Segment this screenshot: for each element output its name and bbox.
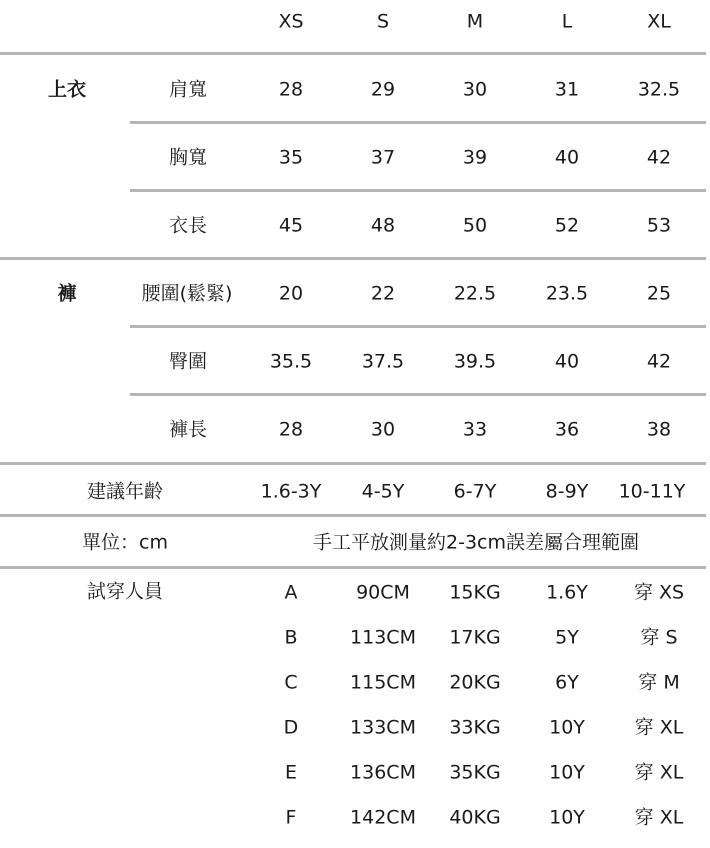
model-age: 10Y [549, 806, 585, 829]
model-height: 113CM [350, 626, 416, 649]
table-cell: 37.5 [361, 350, 405, 373]
table-cell: 38 [646, 418, 672, 441]
table-cell: 25 [646, 282, 672, 305]
model-height: 133CM [350, 716, 416, 739]
model-id: C [284, 671, 298, 694]
table-cell: 22.5 [453, 282, 497, 305]
model-weight: 20KG [449, 671, 501, 694]
divider [130, 393, 706, 396]
table-cell: 53 [646, 214, 672, 237]
divider [130, 189, 706, 192]
model-size: 穿 XL [634, 716, 684, 739]
table-cell: 10-11Y [618, 480, 686, 503]
table-cell: 28 [278, 78, 304, 101]
model-weight: 35KG [449, 761, 501, 784]
model-age: 6Y [555, 671, 579, 694]
table-cell: 40 [554, 350, 580, 373]
measurement-note: 手工平放測量約2-3cm誤差屬合理範圍 [313, 531, 639, 554]
table-cell: 30 [370, 418, 396, 441]
model-weight: 15KG [449, 581, 501, 604]
model-weight: 33KG [449, 716, 501, 739]
divider [0, 566, 706, 569]
tops-row-label: 衣長 [168, 214, 208, 237]
size-header-xs: XS [278, 10, 304, 33]
divider [0, 462, 706, 465]
model-size: 穿 M [638, 671, 680, 694]
divider [130, 121, 706, 124]
table-cell: 39 [462, 146, 488, 169]
table-cell: 33 [462, 418, 488, 441]
size-header-xl: XL [647, 10, 671, 33]
tops-row-label: 肩寬 [168, 78, 208, 101]
size-header-s: S [376, 10, 390, 33]
table-cell: 31 [554, 78, 580, 101]
table-cell: 30 [462, 78, 488, 101]
divider [0, 514, 706, 517]
table-cell: 29 [370, 78, 396, 101]
table-cell: 45 [278, 214, 304, 237]
table-cell: 37 [370, 146, 396, 169]
table-cell: 50 [462, 214, 488, 237]
age-label: 建議年齡 [86, 480, 164, 503]
pants-section-label: 褲 [57, 282, 77, 305]
pants-row-label: 腰圍(鬆緊) [141, 282, 233, 305]
models-label: 試穿人員 [86, 580, 164, 603]
model-size: 穿 S [640, 626, 678, 649]
model-age: 1.6Y [546, 581, 588, 604]
divider [130, 325, 706, 328]
pants-row-label: 臀圍 [168, 350, 208, 373]
model-age: 10Y [549, 761, 585, 784]
table-cell: 35 [278, 146, 304, 169]
table-cell: 28 [278, 418, 304, 441]
table-cell: 40 [554, 146, 580, 169]
model-id: F [285, 806, 297, 829]
table-cell: 35.5 [269, 350, 313, 373]
table-cell: 32.5 [637, 78, 681, 101]
model-id: E [284, 761, 298, 784]
table-cell: 6-7Y [453, 480, 497, 503]
table-cell: 22 [370, 282, 396, 305]
model-id: B [284, 626, 298, 649]
unit-label: 單位：cm [82, 531, 168, 554]
table-cell: 4-5Y [361, 480, 405, 503]
table-cell: 20 [278, 282, 304, 305]
model-id: A [284, 581, 298, 604]
table-cell: 52 [554, 214, 580, 237]
table-cell: 39.5 [453, 350, 497, 373]
model-size: 穿 XL [634, 761, 684, 784]
table-cell: 42 [646, 350, 672, 373]
table-cell: 48 [370, 214, 396, 237]
model-height: 115CM [350, 671, 416, 694]
tops-row-label: 胸寬 [168, 146, 208, 169]
model-size: 穿 XL [634, 806, 684, 829]
model-age: 10Y [549, 716, 585, 739]
model-age: 5Y [555, 626, 579, 649]
size-header-m: M [466, 10, 484, 33]
model-weight: 40KG [449, 806, 501, 829]
table-cell: 42 [646, 146, 672, 169]
model-height: 90CM [356, 581, 410, 604]
model-id: D [283, 716, 299, 739]
divider [0, 52, 706, 55]
table-cell: 23.5 [545, 282, 589, 305]
model-height: 142CM [350, 806, 416, 829]
table-cell: 8-9Y [545, 480, 589, 503]
divider [0, 257, 706, 260]
size-header-l: L [561, 10, 573, 33]
table-cell: 1.6-3Y [260, 480, 322, 503]
model-size: 穿 XS [633, 581, 685, 604]
model-height: 136CM [350, 761, 416, 784]
model-weight: 17KG [449, 626, 501, 649]
tops-section-label: 上衣 [47, 78, 87, 101]
pants-row-label: 褲長 [168, 418, 208, 441]
table-cell: 36 [554, 418, 580, 441]
